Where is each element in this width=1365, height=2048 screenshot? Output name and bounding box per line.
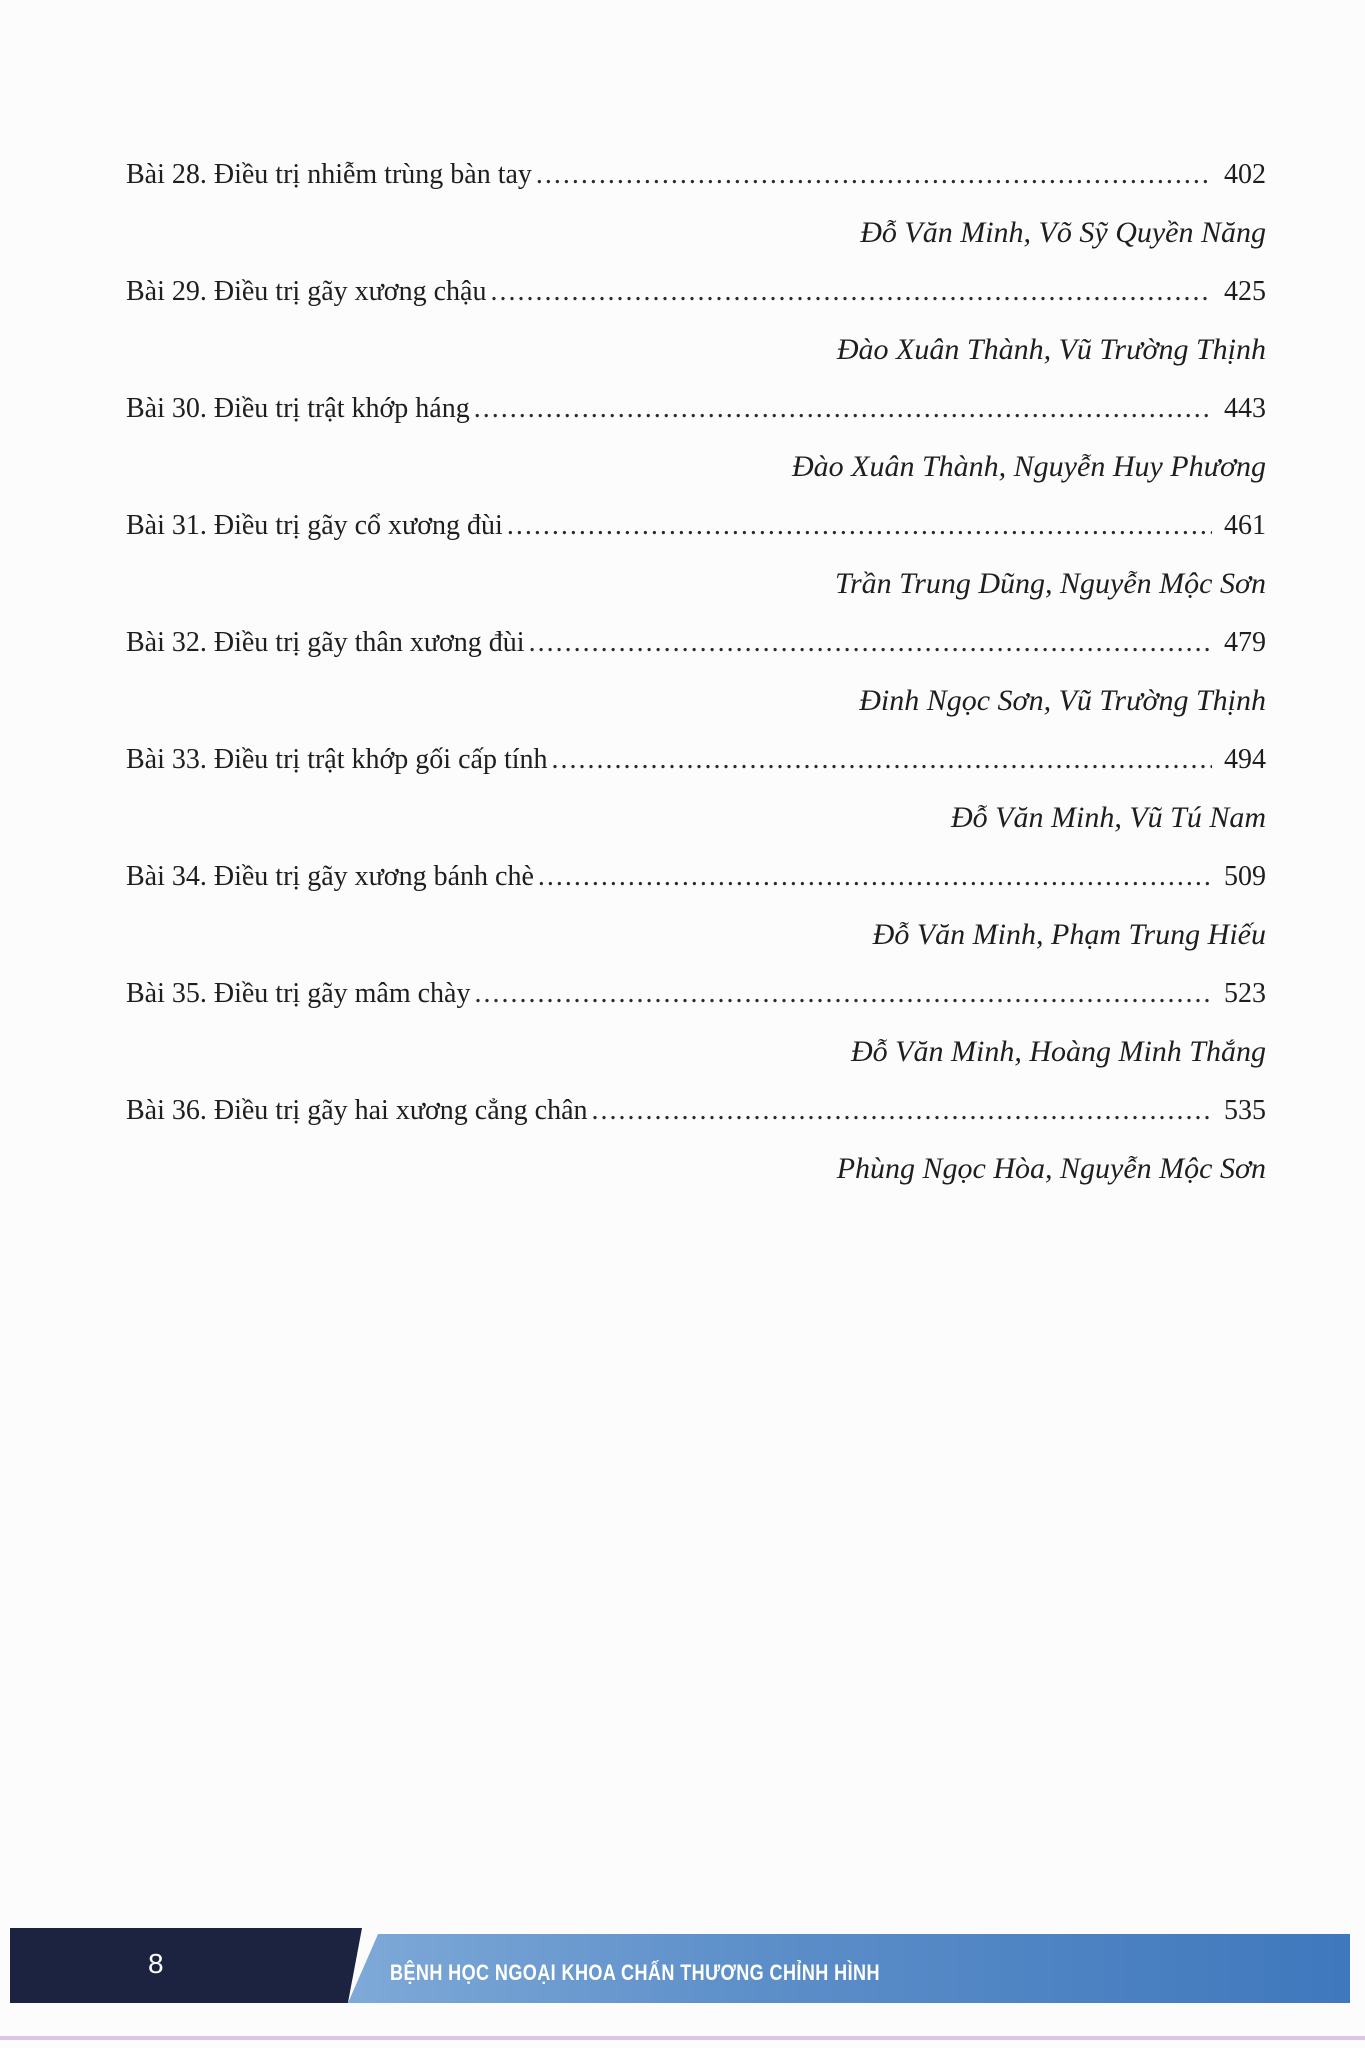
toc-entry-page: 479 bbox=[1224, 627, 1266, 658]
toc-entry-page: 402 bbox=[1224, 159, 1266, 190]
toc-line bbox=[126, 623, 1266, 663]
dot-leader bbox=[490, 272, 1212, 312]
toc-line bbox=[126, 857, 1266, 897]
dot-leader bbox=[474, 389, 1212, 429]
toc-entry-page: 443 bbox=[1224, 393, 1266, 424]
toc-entry-title: Bài 33. Điều trị trật khớp gối cấp tính bbox=[126, 744, 548, 775]
dot-leader bbox=[552, 740, 1212, 780]
toc-entry bbox=[126, 506, 1266, 623]
toc-line bbox=[126, 974, 1266, 1014]
toc-entry-title: Bài 36. Điều trị gãy hai xương cẳng chân bbox=[126, 1095, 588, 1126]
toc-entry bbox=[126, 974, 1266, 1091]
toc-entry-authors: Đào Xuân Thành, Nguyễn Huy Phương bbox=[792, 450, 1266, 483]
footer-dark-band bbox=[10, 1928, 362, 2003]
toc-entry bbox=[126, 155, 1266, 272]
toc-entry-authors: Trần Trung Dũng, Nguyễn Mộc Sơn bbox=[834, 567, 1266, 600]
toc-entry-authors: Đào Xuân Thành, Vũ Trường Thịnh bbox=[836, 333, 1266, 366]
toc-entry bbox=[126, 272, 1266, 389]
toc-entry-page: 425 bbox=[1224, 276, 1266, 307]
toc-line bbox=[126, 389, 1266, 429]
toc-entry-title: Bài 28. Điều trị nhiễm trùng bàn tay bbox=[126, 159, 532, 190]
toc-entry-page: 509 bbox=[1224, 861, 1266, 892]
toc-entry-page: 461 bbox=[1224, 510, 1266, 541]
toc-entry-authors: Phùng Ngọc Hòa, Nguyễn Mộc Sơn bbox=[836, 1152, 1266, 1185]
toc-line bbox=[126, 272, 1266, 312]
toc-entry bbox=[126, 857, 1266, 974]
toc-entry-title: Bài 35. Điều trị gãy mâm chày bbox=[126, 978, 471, 1009]
dot-leader bbox=[474, 974, 1212, 1014]
toc-entry bbox=[126, 740, 1266, 857]
dot-leader bbox=[592, 1091, 1212, 1131]
dot-leader bbox=[507, 506, 1212, 546]
toc-entry-title: Bài 34. Điều trị gãy xương bánh chè bbox=[126, 861, 534, 892]
toc-entry-title: Bài 32. Điều trị gãy thân xương đùi bbox=[126, 627, 525, 658]
toc-entry bbox=[126, 1091, 1266, 1208]
page-number: 8 bbox=[148, 1948, 164, 1979]
book-title: BỆNH HỌC NGOẠI KHOA CHẤN THƯƠNG CHỈNH HÌNH bbox=[390, 1960, 880, 1985]
toc-line bbox=[126, 155, 1266, 195]
toc-line bbox=[126, 506, 1266, 546]
toc-entry-page: 523 bbox=[1224, 978, 1266, 1009]
bottom-divider bbox=[0, 2036, 1365, 2040]
toc-entry-page: 535 bbox=[1224, 1095, 1266, 1126]
toc-entry-title: Bài 30. Điều trị trật khớp háng bbox=[126, 393, 470, 424]
toc-entry-authors: Đỗ Văn Minh, Vũ Tú Nam bbox=[951, 801, 1266, 834]
dot-leader bbox=[536, 155, 1212, 195]
toc-entry bbox=[126, 623, 1266, 740]
toc-line bbox=[126, 1091, 1266, 1131]
toc-entry-authors: Đỗ Văn Minh, Hoàng Minh Thắng bbox=[851, 1035, 1266, 1068]
dot-leader bbox=[529, 623, 1212, 663]
toc-entry-title: Bài 31. Điều trị gãy cổ xương đùi bbox=[126, 510, 503, 541]
toc-entry-page: 494 bbox=[1224, 744, 1266, 775]
toc-entry-authors: Đinh Ngọc Sơn, Vũ Trường Thịnh bbox=[859, 684, 1266, 717]
table-of-contents bbox=[126, 155, 1266, 1208]
dot-leader bbox=[538, 857, 1212, 897]
toc-entry bbox=[126, 389, 1266, 506]
toc-line bbox=[126, 740, 1266, 780]
toc-entry-authors: Đỗ Văn Minh, Phạm Trung Hiếu bbox=[872, 918, 1266, 951]
toc-entry-authors: Đỗ Văn Minh, Võ Sỹ Quyền Năng bbox=[860, 216, 1266, 249]
page-footer bbox=[10, 1928, 1350, 2003]
toc-entry-title: Bài 29. Điều trị gãy xương chậu bbox=[126, 276, 487, 307]
